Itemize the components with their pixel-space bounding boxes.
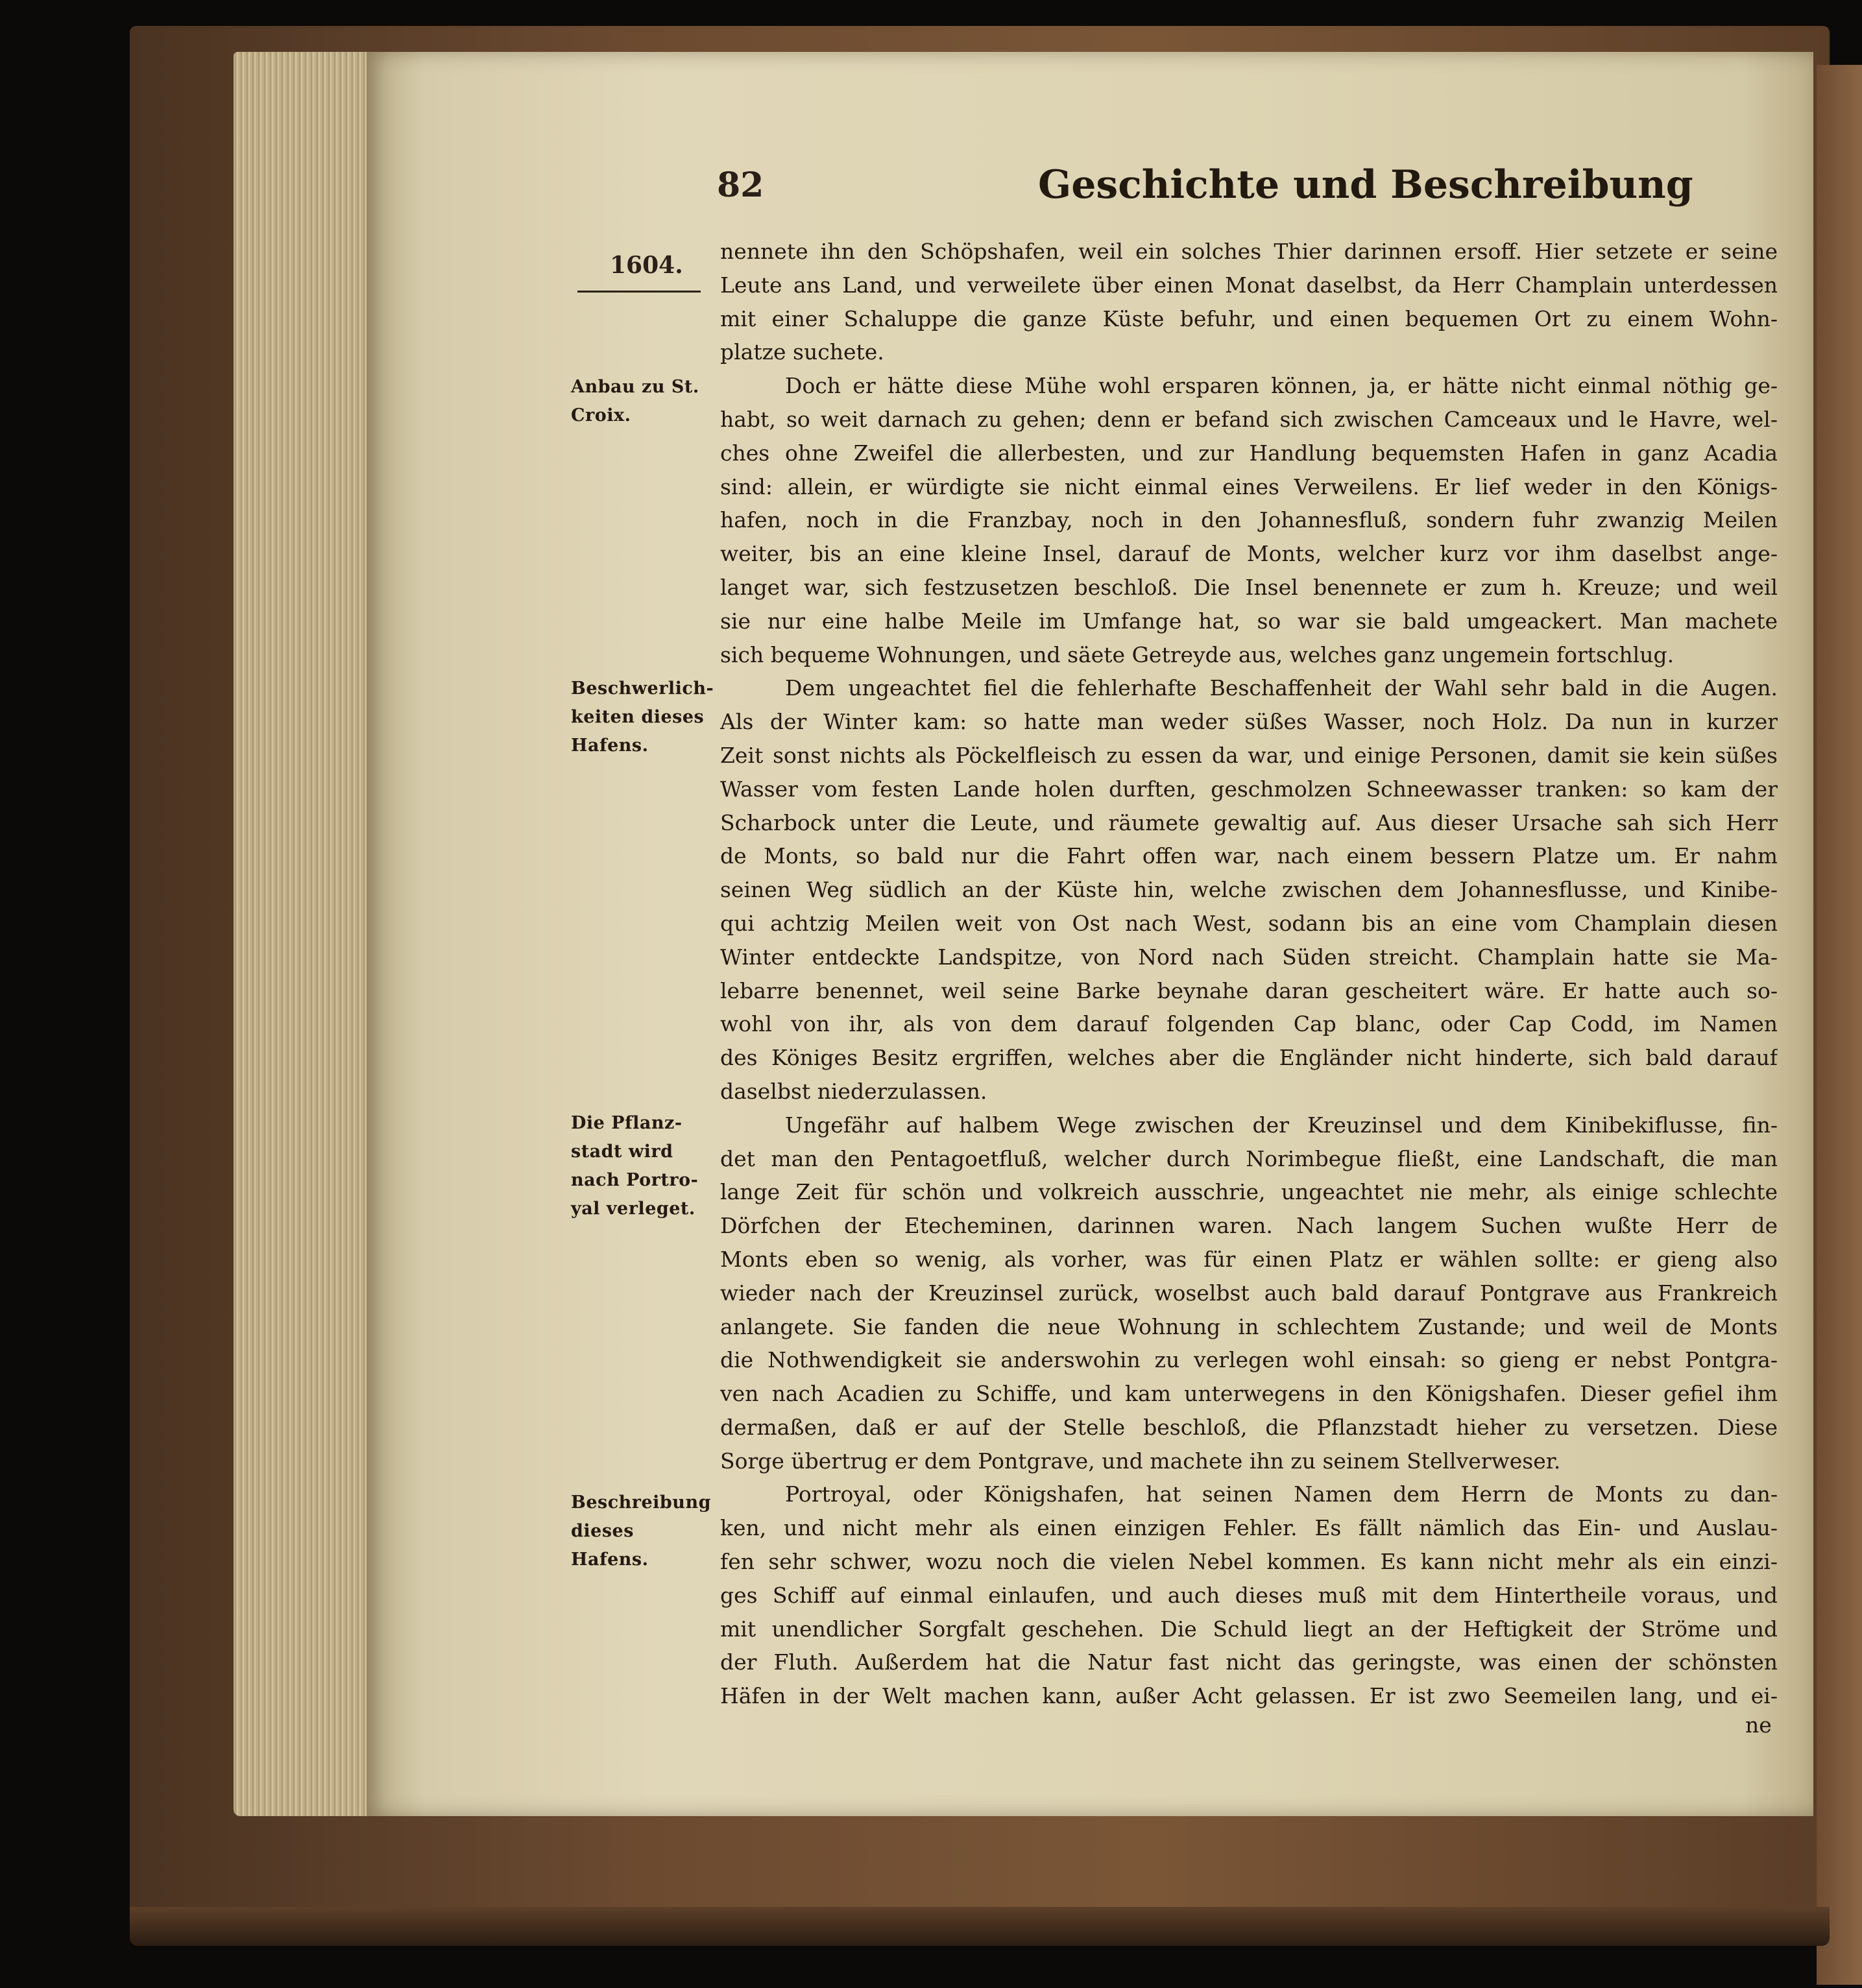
margin-note-line: Croix. bbox=[571, 405, 631, 425]
text-line: Wasser vom festen Lande holen durften, geschmolzen Schneewasser tranken: so kam der bbox=[720, 776, 1778, 802]
text-line: mit einer Schaluppe die ganze Küste befuhr, und einen bequemen Ort zu einem Wohn- bbox=[720, 305, 1778, 331]
text-line: lange Zeit für schön und volkreich ausschrie, ungeachtet nie mehr, als einige schlechte bbox=[720, 1179, 1778, 1205]
margin-note-line: Hafens. bbox=[571, 736, 649, 756]
text-line: ges Schiff auf einmal einlaufen, und auch dieses muß mit dem Hintertheile voraus, und bbox=[720, 1582, 1778, 1608]
text-line: mit unendlicher Sorgfalt geschehen. Die Schuld liegt an der Heftigkeit der Ströme und bbox=[720, 1616, 1778, 1642]
page-number: 82 bbox=[717, 165, 764, 205]
text-line: Dem ungeachtet fiel die fehlerhafte Beschaffenheit der Wahl sehr bald in die Augen. bbox=[785, 675, 1778, 701]
page-edges bbox=[234, 52, 370, 1816]
text-line: qui achtzig Meilen weit von Ost nach West, sodann bis an eine vom Champlain diesen bbox=[720, 910, 1778, 936]
margin-note-pflanzstadt bbox=[571, 1109, 710, 1223]
text-line: ven nach Acadien zu Schiffe, und kam unterwegens in den Königshafen. Dieser gefiel ihm bbox=[720, 1381, 1778, 1407]
text-line: Scharbock unter die Leute, und räumete gewaltig auf. Aus dieser Ursache sah sich Herr bbox=[720, 809, 1778, 835]
text-line: sind: allein, er würdigte sie nicht einmal eines Verweilens. Er lief weder in den Königs- bbox=[720, 473, 1778, 499]
text-line: sich bequeme Wohnungen, und säete Getreyde aus, welches ganz ungemein fortschlug. bbox=[720, 641, 1675, 667]
text-line: Zeit sonst nichts als Pöckelfleisch zu essen da war, und einige Personen, damit sie kein süßes bbox=[720, 742, 1778, 768]
text-line: sie nur eine halbe Meile im Umfange hat, so war sie bald umgeackert. Man machete bbox=[720, 608, 1778, 634]
body-text bbox=[720, 235, 1778, 1713]
text-line: Doch er hätte diese Mühe wohl ersparen können, ja, er hätte nicht einmal nöthig ge- bbox=[785, 373, 1778, 399]
text-line: nennete ihn den Schöpshafen, weil ein solches Thier darinnen ersoff. Hier setzete er seine bbox=[720, 239, 1778, 264]
year-divider bbox=[577, 291, 701, 293]
text-line: der Fluth. Außerdem hat die Natur fast nicht das geringste, was einen der schönsten bbox=[720, 1649, 1778, 1675]
text-line: langet war, sich festzusetzen beschloß. Die Insel benennete er zum h. Kreuze; und weil bbox=[720, 574, 1778, 600]
text-line: Sorge übertrug er dem Pontgrave, und machete ihn zu seinem Stellverweser. bbox=[720, 1448, 1561, 1474]
book-cover-right-edge bbox=[1817, 65, 1862, 1985]
text-line: fen sehr schwer, wozu noch die vielen Nebel kommen. Es kann nicht mehr als ein einzi- bbox=[720, 1549, 1778, 1575]
margin-note-line: Beschreibung bbox=[571, 1492, 711, 1513]
text-line: Winter entdeckte Landspitze, von Nord nach Süden streicht. Champlain hatte sie Ma- bbox=[720, 944, 1778, 970]
text-line: de Monts, so bald nur die Fahrt offen war, nach einem bessern Platze um. Er nahm bbox=[720, 843, 1778, 869]
text-line: ches ohne Zweifel die allerbesten, und zur Handlung bequemsten Hafen in ganz Acadia bbox=[720, 440, 1778, 466]
text-line: Als der Winter kam: so hatte man weder süßes Wasser, noch Holz. Da nun in kurzer bbox=[720, 709, 1778, 735]
text-line: anlangete. Sie fanden die neue Wohnung in schlechtem Zustande; und weil de Monts bbox=[720, 1313, 1778, 1339]
text-line: weiter, bis an eine kleine Insel, darauf de Monts, welcher kurz vor ihm daselbst ange- bbox=[720, 541, 1778, 567]
text-line: Monts eben so wenig, als vorher, was für einen Platz er wählen sollte: er gieng also bbox=[720, 1246, 1778, 1272]
text-line: platze suchete. bbox=[720, 339, 884, 365]
text-line: hafen, noch in die Franzbay, noch in den Johannesfluß, sondern fuhr zwanzig Meilen bbox=[720, 507, 1778, 533]
text-line: des Königes Besitz ergriffen, welches aber die Engländer nicht hinderte, sich bald darauf bbox=[720, 1045, 1778, 1071]
text-line: Portroyal, oder Königshafen, hat seinen Namen dem Herrn de Monts zu dan- bbox=[785, 1481, 1778, 1507]
margin-note-line: dieses Hafens. bbox=[571, 1521, 649, 1570]
running-title: Geschichte und Beschreibung bbox=[1038, 162, 1693, 208]
margin-note-line: Die Pflanz- bbox=[571, 1113, 683, 1133]
margin-year: 1604. bbox=[610, 252, 683, 279]
text-line: lebarre benennet, weil seine Barke beynahe daran gescheitert wäre. Er hatte auch so- bbox=[720, 977, 1778, 1003]
text-line: habt, so weit darnach zu gehen; denn er befand sich zwischen Camceaux und le Havre, wel- bbox=[720, 406, 1778, 432]
text-line: Dörfchen der Etecheminen, darinnen waren. Nach langem Suchen wußte Herr de bbox=[720, 1213, 1778, 1239]
catchword: ne bbox=[1745, 1712, 1772, 1738]
text-line: Leute ans Land, und verweilete über einen Monat daselbst, da Herr Champlain unterdessen bbox=[720, 272, 1778, 298]
book-cover-bottom-edge bbox=[130, 1907, 1830, 1946]
text-line: seinen Weg südlich an der Küste hin, welche zwischen dem Johannesflusse, und Kinibe- bbox=[720, 877, 1778, 903]
margin-note-line: keiten dieses bbox=[571, 707, 705, 727]
margin-note-line: nach Portro- bbox=[571, 1170, 699, 1190]
margin-note-line: yal verleget. bbox=[571, 1199, 695, 1219]
text-line: det man den Pentagoetfluß, welcher durch Norimbegue fließt, eine Landschaft, die man bbox=[720, 1145, 1778, 1171]
text-line: dermaßen, daß er auf der Stelle beschloß, die Pflanzstadt hieher zu versetzen. Diese bbox=[720, 1414, 1778, 1440]
text-line: Ungefähr auf halbem Wege zwischen der Kreuzinsel und dem Kinibekiflusse, fin- bbox=[785, 1112, 1778, 1138]
margin-note-beschwerlichkeiten bbox=[571, 675, 714, 760]
margin-note-beschreibung bbox=[571, 1489, 710, 1574]
text-line: ken, und nicht mehr als einen einzigen Fehler. Es fällt nämlich das Ein- und Auslau- bbox=[720, 1515, 1778, 1541]
margin-note-anbau bbox=[571, 373, 710, 430]
margin-note-line: Anbau zu St. bbox=[571, 377, 699, 397]
text-line: daselbst niederzulassen. bbox=[720, 1078, 987, 1104]
text-line: wohl von ihr, als von dem darauf folgenden Cap blanc, oder Cap Codd, im Namen bbox=[720, 1011, 1778, 1037]
margin-note-line: stadt wird bbox=[571, 1142, 673, 1162]
margin-note-line: Beschwerlich- bbox=[571, 678, 714, 699]
text-line: wieder nach der Kreuzinsel zurück, woselbst auch bald darauf Pontgrave aus Frankreich bbox=[720, 1280, 1778, 1306]
text-line: die Nothwendigkeit sie anderswohin zu verlegen wohl einsah: so gieng er nebst Pontgra- bbox=[720, 1347, 1778, 1373]
text-line: Häfen in der Welt machen kann, außer Acht gelassen. Er ist zwo Seemeilen lang, und ei- bbox=[720, 1683, 1778, 1709]
